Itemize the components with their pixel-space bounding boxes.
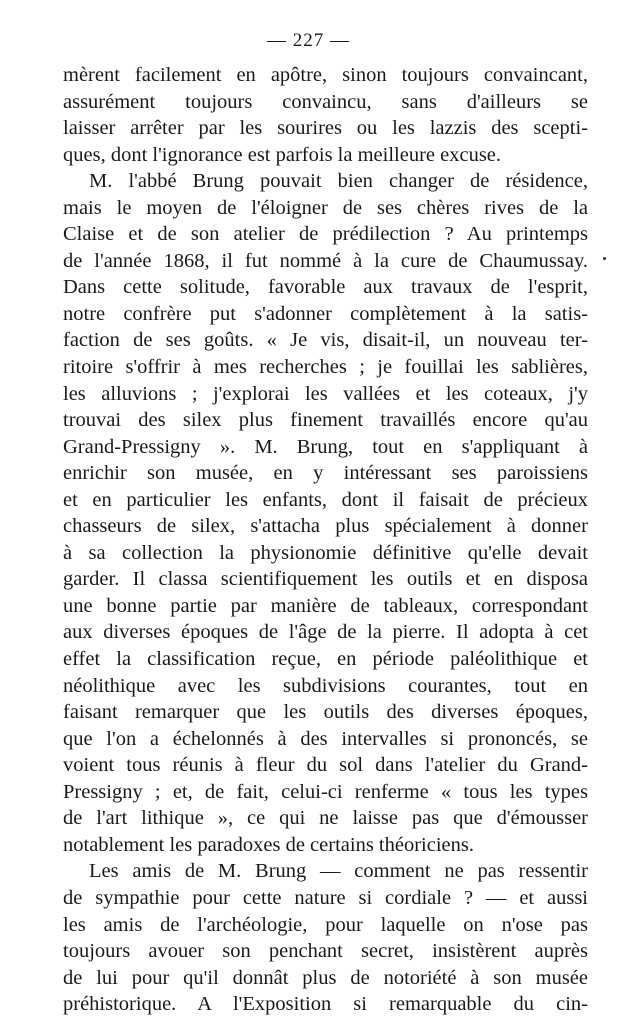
text-line: trouvai des silex plus finement travaillés encore qu'au xyxy=(63,409,588,432)
text-line: effet la classification reçue, en période paléolithique et xyxy=(63,648,588,671)
text-line: de sympathie pour cette nature si cordiale ? — et aussi xyxy=(63,886,588,909)
text-line: ques, dont l'ignorance est parfois la meilleure excuse. xyxy=(63,143,502,166)
text-line: faisant remarquer que les outils des diverses époques, xyxy=(63,701,588,724)
text-line: laisser arrêter par les sourires ou les lazzis des scepti- xyxy=(63,117,588,140)
text-line: de lui pour qu'il donnât plus de notoriété à son musée xyxy=(63,966,588,989)
text-line: notre confrère put s'adonner complètement à la satis- xyxy=(63,302,588,325)
text-line: de l'année 1868, il fut nommé à la cure de Chaumussay. xyxy=(63,249,588,272)
page-number: — 227 — xyxy=(267,30,350,51)
text-line: enrichir son musée, en y intéressant ses paroissiens xyxy=(63,462,588,485)
text-line: chasseurs de silex, s'attacha plus spécialement à donner xyxy=(63,515,588,538)
text-line: Claise et de son atelier de prédilection ? Au printemps xyxy=(63,223,588,246)
text-line: mais le moyen de l'éloigner de ses chères rives de la xyxy=(63,196,588,219)
text-line: néolithique avec les subdivisions courantes, tout en xyxy=(63,674,588,697)
text-line: les alluvions ; j'explorai les vallées et les coteaux, j'y xyxy=(63,382,588,405)
text-line: une bonne partie par manière de tableaux, correspondant xyxy=(63,594,588,617)
paragraph-start-line: Les amis de M. Brung — comment ne pas ressentir xyxy=(89,860,588,883)
text-line: toujours avouer son penchant secret, insistèrent auprès xyxy=(63,940,588,963)
body-text xyxy=(63,62,588,1018)
text-line: garder. Il classa scientifiquement les outils et en disposa xyxy=(63,568,588,591)
text-line: assurément toujours convaincu, sans d'ailleurs se xyxy=(63,90,588,113)
text-line: à sa collection la physionomie définitive qu'elle devait xyxy=(63,541,588,564)
print-speck xyxy=(603,257,606,260)
text-line: les amis de l'archéologie, pour laquelle on n'ose pas xyxy=(63,913,588,936)
text-line: et en particulier les enfants, dont il faisait de précieux xyxy=(63,488,588,511)
text-line: de l'art lithique », ce qui ne laisse pas que d'émousser xyxy=(63,807,588,830)
text-line: préhistorique. A l'Exposition si remarquable du cin- xyxy=(63,993,588,1016)
text-line: faction de ses goûts. « Je vis, disait-il, un nouveau ter- xyxy=(63,329,588,352)
text-line: ritoire s'offrir à mes recherches ; je fouillai les sablières, xyxy=(63,356,588,379)
text-line: Dans cette solitude, favorable aux travaux de l'esprit, xyxy=(63,276,588,299)
text-line: Grand-Pressigny ». M. Brung, tout en s'appliquant à xyxy=(63,435,588,458)
text-line: aux diverses époques de l'âge de la pierre. Il adopta à cet xyxy=(63,621,588,644)
text-line: mèrent facilement en apôtre, sinon toujours convaincant, xyxy=(63,64,588,86)
text-line: voient tous réunis à fleur du sol dans l'atelier du Grand- xyxy=(63,754,588,777)
text-line: que l'on a échelonnés à des intervalles si prononcés, se xyxy=(63,727,588,750)
paragraph-start-line: M. l'abbé Brung pouvait bien changer de résidence, xyxy=(89,170,588,193)
text-line: Pressigny ; et, de fait, celui-ci renferme « tous les types xyxy=(63,780,588,803)
text-line: notablement les paradoxes de certains théoriciens. xyxy=(63,833,474,856)
